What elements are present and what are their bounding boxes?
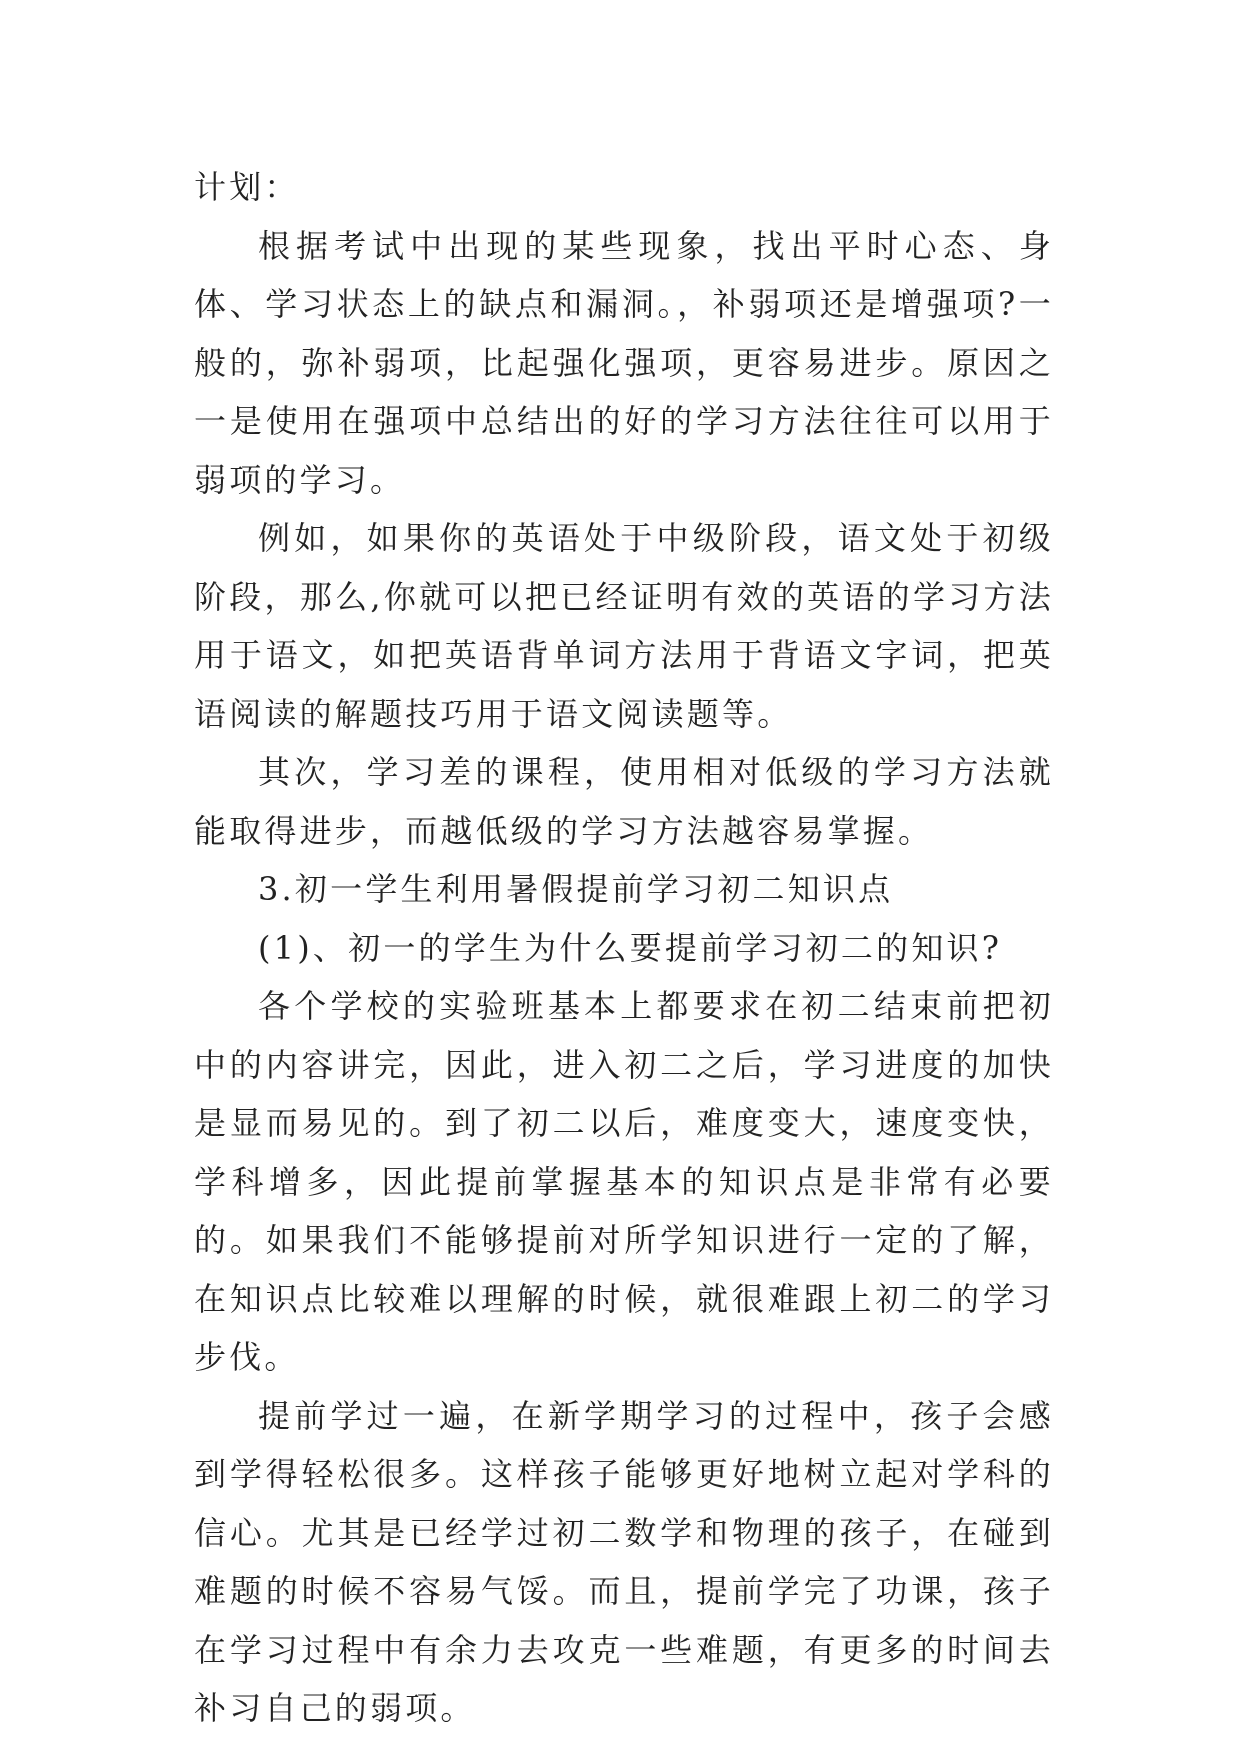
paragraph-example: 例如，如果你的英语处于中级阶段，语文处于初级阶段，那么,你就可以把已经证明有效的英语的学习方法用于语文，如把英语背单词方法用于背语文字词，把英语阅读的解题技巧用于语文阅读题等。	[194, 519, 1054, 733]
subheading-1: (1)、初一的学生为什么要提前学习初二的知识?	[258, 928, 1003, 967]
document-body	[194, 158, 1054, 1738]
section-heading-3: 3.初一学生利用暑假提前学习初二知识点	[258, 870, 894, 908]
paragraph-benefits: 提前学过一遍，在新学期学习的过程中，孩子会感到学得轻松很多。这样孩子能够更好地树立起对学科的信心。尤其是已经学过初二数学和物理的孩子，在碰到难题的时候不容易气馁。而且，提前学完了功课，孩子在学习过程中有余力去攻克一些难题，有更多的时间去补习自己的弱项。	[194, 1396, 1054, 1727]
paragraph-reasons: 各个学校的实验班基本上都要求在初二结束前把初中的内容讲完，因此，进入初二之后，学习进度的加快是显而易见的。到了初二以后，难度变大，速度变快，学科增多，因此提前掌握基本的知识点是非常有必要的。如果我们不能够提前对所学知识进行一定的了解，在知识点比较难以理解的时候，就很难跟上初二的学习步伐。	[194, 987, 1054, 1376]
paragraph-plan-heading: 计划：	[194, 168, 300, 206]
paragraph-weakness-analysis: 根据考试中出现的某些现象，找出平时心态、身体、学习状态上的缺点和漏洞。，补弱项还是增强项?一般的，弥补弱项，比起强化强项，更容易进步。原因之一是使用在强项中总结出的好的学习方法往往可以用于弱项的学习。	[194, 226, 1054, 499]
paragraph-secondly: 其次，学习差的课程，使用相对低级的学习方法就能取得进步，而越低级的学习方法越容易掌握。	[194, 753, 1054, 850]
